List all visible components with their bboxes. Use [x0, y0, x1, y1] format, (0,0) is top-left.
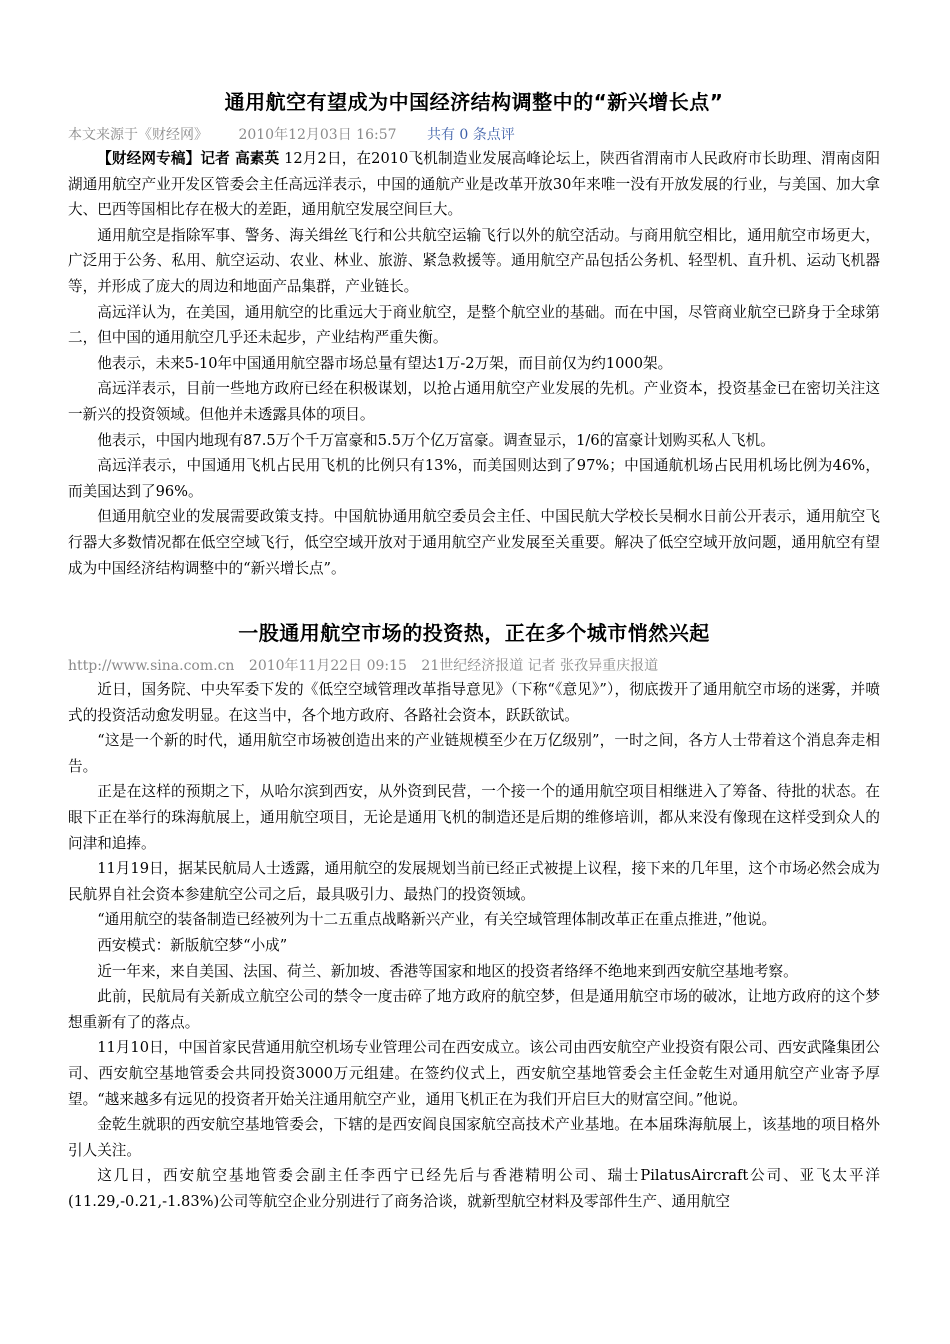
article-2-paragraph: 11月10日，中国首家民营通用航空机场专业管理公司在西安成立。该公司由西安航空产业投资有限公司、西安武隆集团公司、西安航空基地管委会共同投资3000万元组建。在签约仪式上，西安航空基地管委会主任金乾生对通用航空产业寄予厚望。“越来越多有远见的投资者开始关注通用航空产业，通用飞机正在为我们开启巨大的财富空间。”他说。 [68, 1039, 880, 1108]
article-2-paragraph: “通用航空的装备制造已经被列为十二五重点战略新兴产业，有关空域管理体制改革正在重点推进，”他说。 [97, 911, 777, 929]
article-2-meta [68, 655, 880, 677]
article-1-body [68, 146, 880, 581]
article-1-comment-count[interactable]: 共有 0 条点评 [426, 127, 515, 143]
article-1-title: 通用航空有望成为中国经济结构调整中的“新兴增长点” [224, 90, 724, 114]
article-1-paragraph: 他表示，中国内地现有87.5万个千万富豪和5.5万个亿万富豪。调查显示，1/6的富豪计划购买私人飞机。 [97, 431, 775, 449]
article-2-body [68, 677, 880, 1214]
article-1-paragraph: 他表示，未来5-10年中国通用航空器市场总量有望达1万-2万架，而目前仅为约1000架。 [97, 354, 673, 372]
article-1-source: 本文来源于《财经网》 [68, 127, 208, 143]
article-2-paragraph: 这几日，西安航空基地管委会副主任李西宁已经先后与香港精明公司、瑞士PilatusAircraft公司、亚飞太平洋(11.29,-0.21,-1.83%)公司等航空企业分别进行了商务洽谈，就新型航空材料及零部件生产、通用航空 [68, 1167, 880, 1210]
article-2-paragraph: 金乾生就职的西安航空基地管委会，下辖的是西安阎良国家航空高技术产业基地。在本届珠海航展上，该基地的项目格外引人关注。 [68, 1116, 880, 1159]
document-page [68, 0, 880, 1215]
article-2-paragraph: 11月19日，据某民航局人士透露，通用航空的发展规划当前已经正式被提上议程，接下来的几年里，这个市场必然会成为民航界自社会资本参建航空公司之后，最具吸引力、最热门的投资领域。 [68, 860, 880, 903]
article-2-byline: 21世纪经济报道 记者 张孜异重庆报道 [421, 658, 659, 675]
article-2-subheading: 西安模式：新版航空梦“小成” [97, 937, 288, 955]
article-1-datetime: 2010年12月03日 16:57 [238, 127, 397, 143]
article-2-paragraph: 近日，国务院、中央军委下发的《低空空域管理改革指导意见》（下称“《意见》”），彻底拨开了通用航空市场的迷雾，并喷式的投资活动愈发明显。在这当中，各个地方政府、各路社会资本，跃跃欲试。 [68, 681, 880, 724]
article-1-paragraph: 通用航空是指除军事、警务、海关缉丝飞行和公共航空运输飞行以外的航空活动。与商用航空相比，通用航空市场更大，广泛用于公务、私用、航空运动、农业、林业、旅游、紧急救援等。通用航空产品包括公务机、轻型机、直升机、运动飞机器等，并形成了庞大的周边和地面产品集群，产业链长。 [68, 226, 880, 295]
article-1-lead-tag: 【财经网专稿】记者 高素英 [97, 150, 280, 167]
article-1-meta [68, 124, 880, 146]
article-2-paragraph: 近一年来，来自美国、法国、荷兰、新加坡、香港等国家和地区的投资者络绎不绝地来到西安航空基地考察。 [97, 962, 798, 980]
article-1-paragraph: 【财经网专稿】记者 高素英 12月2日，在2010飞机制造业发展高峰论坛上，陕西省渭南市人民政府市长助理、渭南卤阳湖通用航空产业开发区管委会主任高远洋表示，中国的通航产业是改革开放30年来唯一没有开放发展的行业，与美国、加大拿大、巴西等国相比存在极大的差距，通用航空发展空间巨大。 [68, 150, 880, 219]
article-2-datetime: 2010年11月22日 09:15 [248, 658, 407, 675]
article-2-paragraph: 正是在这样的预期之下，从哈尔滨到西安，从外资到民营，一个接一个的通用航空项目相继进入了筹备、待批的状态。在眼下正在举行的珠海航展上，通用航空项目，无论是通用飞机的制造还是后期的维修培训，都从来没有像现在这样受到众人的问津和追捧。 [68, 783, 880, 852]
article-2-source-url[interactable]: http://www.sina.com.cn [68, 658, 235, 675]
article-2-title: 一股通用航空市场的投资热，正在多个城市悄然兴起 [238, 621, 710, 646]
article-1-paragraph: 高远洋认为，在美国，通用航空的比重远大于商业航空，是整个航空业的基础。而在中国，尽管商业航空已跻身于全球第二，但中国的通用航空几乎还未起步，产业结构严重失衡。 [68, 303, 880, 347]
article-1-paragraph: 但通用航空业的发展需要政策支持。中国航协通用航空委员会主任、中国民航大学校长吴桐水日前公开表示，通用航空飞行器大多数情况都在低空空域飞行，低空空域开放对于通用航空产业发展至关重要。解决了低空空域开放问题，通用航空有望成为中国经济结构调整中的“新兴增长点”。 [68, 508, 880, 577]
article-1-paragraph: 高远洋表示，中国通用飞机占民用飞机的比例只有13%，而美国则达到了97%；中国通航机场占民用机场比例为46%，而美国达到了96%。 [68, 457, 880, 500]
article-2-paragraph: 此前，民航局有关新成立航空公司的禁令一度击碎了地方政府的航空梦，但是通用航空市场的破冰，让地方政府的这个梦想重新有了的落点。 [68, 988, 880, 1031]
article-1-paragraph: 高远洋表示，目前一些地方政府已经在积极谋划，以抢占通用航空产业发展的先机。产业资本，投资基金已在密切关注这一新兴的投资领域。但他并未透露具体的项目。 [68, 380, 880, 423]
article-2-paragraph: “这是一个新的时代，通用航空市场被创造出来的产业链规模至少在万亿级别”，一时之间，各方人士带着这个消息奔走相告。 [68, 732, 880, 775]
